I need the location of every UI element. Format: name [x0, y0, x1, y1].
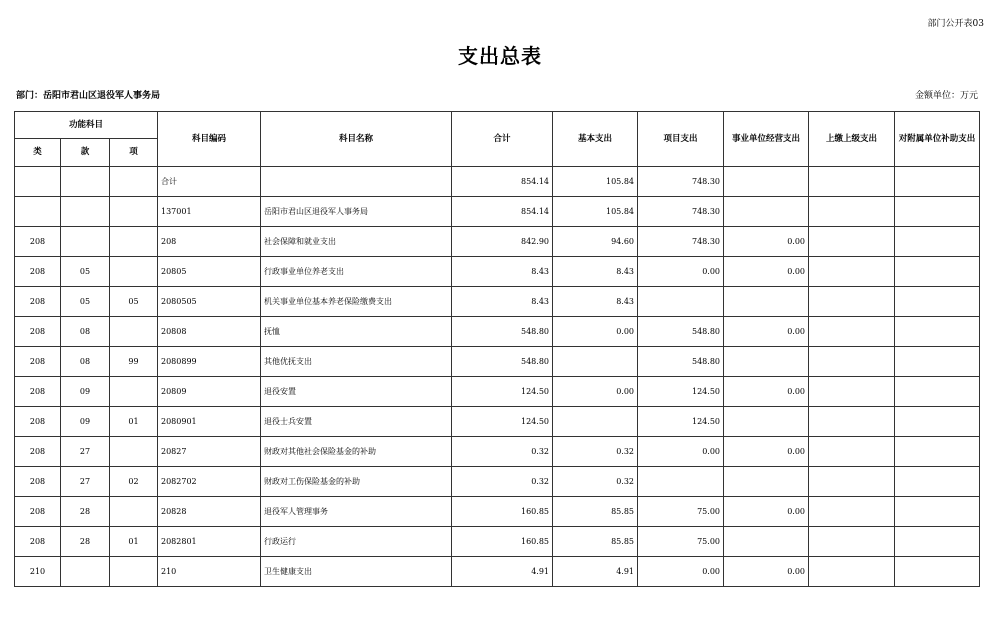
- cell-subsidiary: [895, 467, 980, 497]
- cell-name: 卫生健康支出: [261, 557, 452, 587]
- cell-kuan: [61, 227, 110, 257]
- cell-project: 124.50: [638, 407, 724, 437]
- table-row: [15, 317, 980, 347]
- cell-basic: [553, 407, 638, 437]
- cell-kuan: 09: [61, 377, 110, 407]
- cell-kuan: 05: [61, 257, 110, 287]
- cell-name: 退役军人管理事务: [261, 497, 452, 527]
- cell-total: 160.85: [452, 527, 553, 557]
- cell-subsidiary: [895, 497, 980, 527]
- cell-basic: 8.43: [553, 257, 638, 287]
- cell-upper: [809, 347, 895, 377]
- cell-kuan: 08: [61, 317, 110, 347]
- cell-lei: 208: [15, 227, 61, 257]
- cell-lei: [15, 197, 61, 227]
- header-basic: 基本支出: [553, 112, 638, 167]
- cell-project: 548.80: [638, 347, 724, 377]
- cell-business: [724, 347, 809, 377]
- cell-xiang: [110, 227, 158, 257]
- header-kuan: 款: [61, 139, 110, 167]
- cell-total: 8.43: [452, 287, 553, 317]
- cell-lei: [15, 167, 61, 197]
- cell-kuan: 28: [61, 497, 110, 527]
- header-func-group: 功能科目: [15, 112, 158, 139]
- table-row: [15, 557, 980, 587]
- cell-upper: [809, 557, 895, 587]
- cell-code: 20827: [158, 437, 261, 467]
- header-xiang: 项: [110, 139, 158, 167]
- cell-subsidiary: [895, 527, 980, 557]
- cell-kuan: [61, 197, 110, 227]
- cell-kuan: [61, 557, 110, 587]
- table-row: [15, 167, 980, 197]
- table-row: [15, 407, 980, 437]
- cell-upper: [809, 407, 895, 437]
- cell-upper: [809, 467, 895, 497]
- cell-upper: [809, 377, 895, 407]
- cell-basic: 4.91: [553, 557, 638, 587]
- cell-code: 20828: [158, 497, 261, 527]
- cell-project: 548.80: [638, 317, 724, 347]
- cell-total: 4.91: [452, 557, 553, 587]
- cell-lei: 208: [15, 377, 61, 407]
- cell-name: 退役士兵安置: [261, 407, 452, 437]
- cell-kuan: 09: [61, 407, 110, 437]
- cell-business: [724, 197, 809, 227]
- cell-basic: 0.00: [553, 317, 638, 347]
- cell-name: 退役安置: [261, 377, 452, 407]
- cell-code: 2082801: [158, 527, 261, 557]
- cell-name: 机关事业单位基本养老保险缴费支出: [261, 287, 452, 317]
- cell-lei: 208: [15, 527, 61, 557]
- cell-project: 0.00: [638, 557, 724, 587]
- cell-name: 行政事业单位养老支出: [261, 257, 452, 287]
- cell-project: 0.00: [638, 257, 724, 287]
- cell-kuan: 27: [61, 467, 110, 497]
- cell-subsidiary: [895, 377, 980, 407]
- header-subsidiary: 对附属单位补助支出: [895, 112, 980, 167]
- cell-code: 2080899: [158, 347, 261, 377]
- cell-name: 岳阳市君山区退役军人事务局: [261, 197, 452, 227]
- cell-xiang: 01: [110, 527, 158, 557]
- cell-name: 其他优抚支出: [261, 347, 452, 377]
- cell-project: [638, 287, 724, 317]
- cell-basic: 0.00: [553, 377, 638, 407]
- cell-xiang: [110, 377, 158, 407]
- cell-project: 75.00: [638, 497, 724, 527]
- cell-name: 财政对工伤保险基金的补助: [261, 467, 452, 497]
- cell-business: 0.00: [724, 257, 809, 287]
- header-business: 事业单位经营支出: [724, 112, 809, 167]
- header-upper: 上缴上级支出: [809, 112, 895, 167]
- header-name: 科目名称: [261, 112, 452, 167]
- cell-total: 0.32: [452, 437, 553, 467]
- cell-subsidiary: [895, 557, 980, 587]
- cell-name: 财政对其他社会保险基金的补助: [261, 437, 452, 467]
- cell-project: 124.50: [638, 377, 724, 407]
- cell-basic: 8.43: [553, 287, 638, 317]
- cell-total: 854.14: [452, 197, 553, 227]
- cell-basic: 94.60: [553, 227, 638, 257]
- cell-basic: 105.84: [553, 167, 638, 197]
- cell-xiang: [110, 497, 158, 527]
- cell-code: 20805: [158, 257, 261, 287]
- header-code: 科目编码: [158, 112, 261, 167]
- cell-business: 0.00: [724, 377, 809, 407]
- cell-business: 0.00: [724, 437, 809, 467]
- cell-subsidiary: [895, 317, 980, 347]
- cell-total: 548.80: [452, 317, 553, 347]
- cell-project: 748.30: [638, 197, 724, 227]
- cell-code: 208: [158, 227, 261, 257]
- department-label: 部门：岳阳市君山区退役军人事务局: [16, 91, 161, 101]
- cell-project: 748.30: [638, 167, 724, 197]
- cell-kuan: 05: [61, 287, 110, 317]
- cell-business: 0.00: [724, 317, 809, 347]
- cell-basic: 85.85: [553, 497, 638, 527]
- cell-code: 137001: [158, 197, 261, 227]
- cell-code: 210: [158, 557, 261, 587]
- form-code: 部门公开表03: [927, 19, 984, 29]
- cell-subsidiary: [895, 407, 980, 437]
- cell-total: 124.50: [452, 377, 553, 407]
- header-total: 合计: [452, 112, 553, 167]
- table-row: [15, 497, 980, 527]
- table-row: [15, 437, 980, 467]
- cell-upper: [809, 497, 895, 527]
- table-row: [15, 347, 980, 377]
- table-header-row: [15, 112, 980, 139]
- cell-project: 75.00: [638, 527, 724, 557]
- cell-business: 0.00: [724, 497, 809, 527]
- cell-upper: [809, 527, 895, 557]
- table-row: [15, 527, 980, 557]
- cell-total: 548.80: [452, 347, 553, 377]
- cell-name: 社会保障和就业支出: [261, 227, 452, 257]
- cell-subsidiary: [895, 227, 980, 257]
- cell-business: [724, 467, 809, 497]
- cell-lei: 208: [15, 347, 61, 377]
- cell-xiang: 02: [110, 467, 158, 497]
- cell-upper: [809, 167, 895, 197]
- cell-lei: 208: [15, 467, 61, 497]
- cell-lei: 208: [15, 317, 61, 347]
- header-project: 项目支出: [638, 112, 724, 167]
- cell-xiang: 01: [110, 407, 158, 437]
- cell-code: 2080901: [158, 407, 261, 437]
- cell-lei: 208: [15, 497, 61, 527]
- cell-upper: [809, 317, 895, 347]
- cell-upper: [809, 287, 895, 317]
- cell-kuan: 28: [61, 527, 110, 557]
- cell-code: 合计: [158, 167, 261, 197]
- cell-business: [724, 287, 809, 317]
- table-row: [15, 257, 980, 287]
- cell-basic: 105.84: [553, 197, 638, 227]
- cell-basic: 0.32: [553, 437, 638, 467]
- table-row: [15, 377, 980, 407]
- cell-xiang: 05: [110, 287, 158, 317]
- cell-upper: [809, 197, 895, 227]
- table-row: [15, 227, 980, 257]
- page-title: 支出总表: [458, 44, 542, 68]
- cell-xiang: [110, 197, 158, 227]
- cell-lei: 208: [15, 437, 61, 467]
- cell-kuan: [61, 167, 110, 197]
- cell-total: 8.43: [452, 257, 553, 287]
- cell-business: 0.00: [724, 557, 809, 587]
- cell-lei: 208: [15, 257, 61, 287]
- cell-kuan: 08: [61, 347, 110, 377]
- table-row: [15, 287, 980, 317]
- cell-subsidiary: [895, 437, 980, 467]
- cell-project: 0.00: [638, 437, 724, 467]
- cell-code: 20808: [158, 317, 261, 347]
- unit-label: 金额单位：万元: [914, 91, 978, 101]
- expenditure-table: [14, 111, 980, 587]
- cell-subsidiary: [895, 287, 980, 317]
- cell-upper: [809, 257, 895, 287]
- cell-name: [261, 167, 452, 197]
- cell-project: 748.30: [638, 227, 724, 257]
- cell-code: 20809: [158, 377, 261, 407]
- header-lei: 类: [15, 139, 61, 167]
- cell-project: [638, 467, 724, 497]
- cell-xiang: [110, 437, 158, 467]
- cell-upper: [809, 437, 895, 467]
- cell-name: 抚恤: [261, 317, 452, 347]
- cell-business: 0.00: [724, 227, 809, 257]
- cell-total: 160.85: [452, 497, 553, 527]
- cell-subsidiary: [895, 347, 980, 377]
- cell-basic: [553, 347, 638, 377]
- cell-xiang: 99: [110, 347, 158, 377]
- cell-name: 行政运行: [261, 527, 452, 557]
- cell-lei: 210: [15, 557, 61, 587]
- cell-subsidiary: [895, 167, 980, 197]
- cell-xiang: [110, 167, 158, 197]
- cell-business: [724, 527, 809, 557]
- cell-total: 124.50: [452, 407, 553, 437]
- cell-kuan: 27: [61, 437, 110, 467]
- cell-code: 2080505: [158, 287, 261, 317]
- cell-upper: [809, 227, 895, 257]
- cell-basic: 0.32: [553, 467, 638, 497]
- cell-total: 842.90: [452, 227, 553, 257]
- cell-xiang: [110, 257, 158, 287]
- table-row: [15, 197, 980, 227]
- cell-total: 854.14: [452, 167, 553, 197]
- cell-business: [724, 407, 809, 437]
- cell-total: 0.32: [452, 467, 553, 497]
- cell-xiang: [110, 557, 158, 587]
- cell-subsidiary: [895, 257, 980, 287]
- cell-basic: 85.85: [553, 527, 638, 557]
- cell-lei: 208: [15, 407, 61, 437]
- table-row: [15, 467, 980, 497]
- cell-lei: 208: [15, 287, 61, 317]
- cell-code: 2082702: [158, 467, 261, 497]
- cell-subsidiary: [895, 197, 980, 227]
- cell-xiang: [110, 317, 158, 347]
- cell-business: [724, 167, 809, 197]
